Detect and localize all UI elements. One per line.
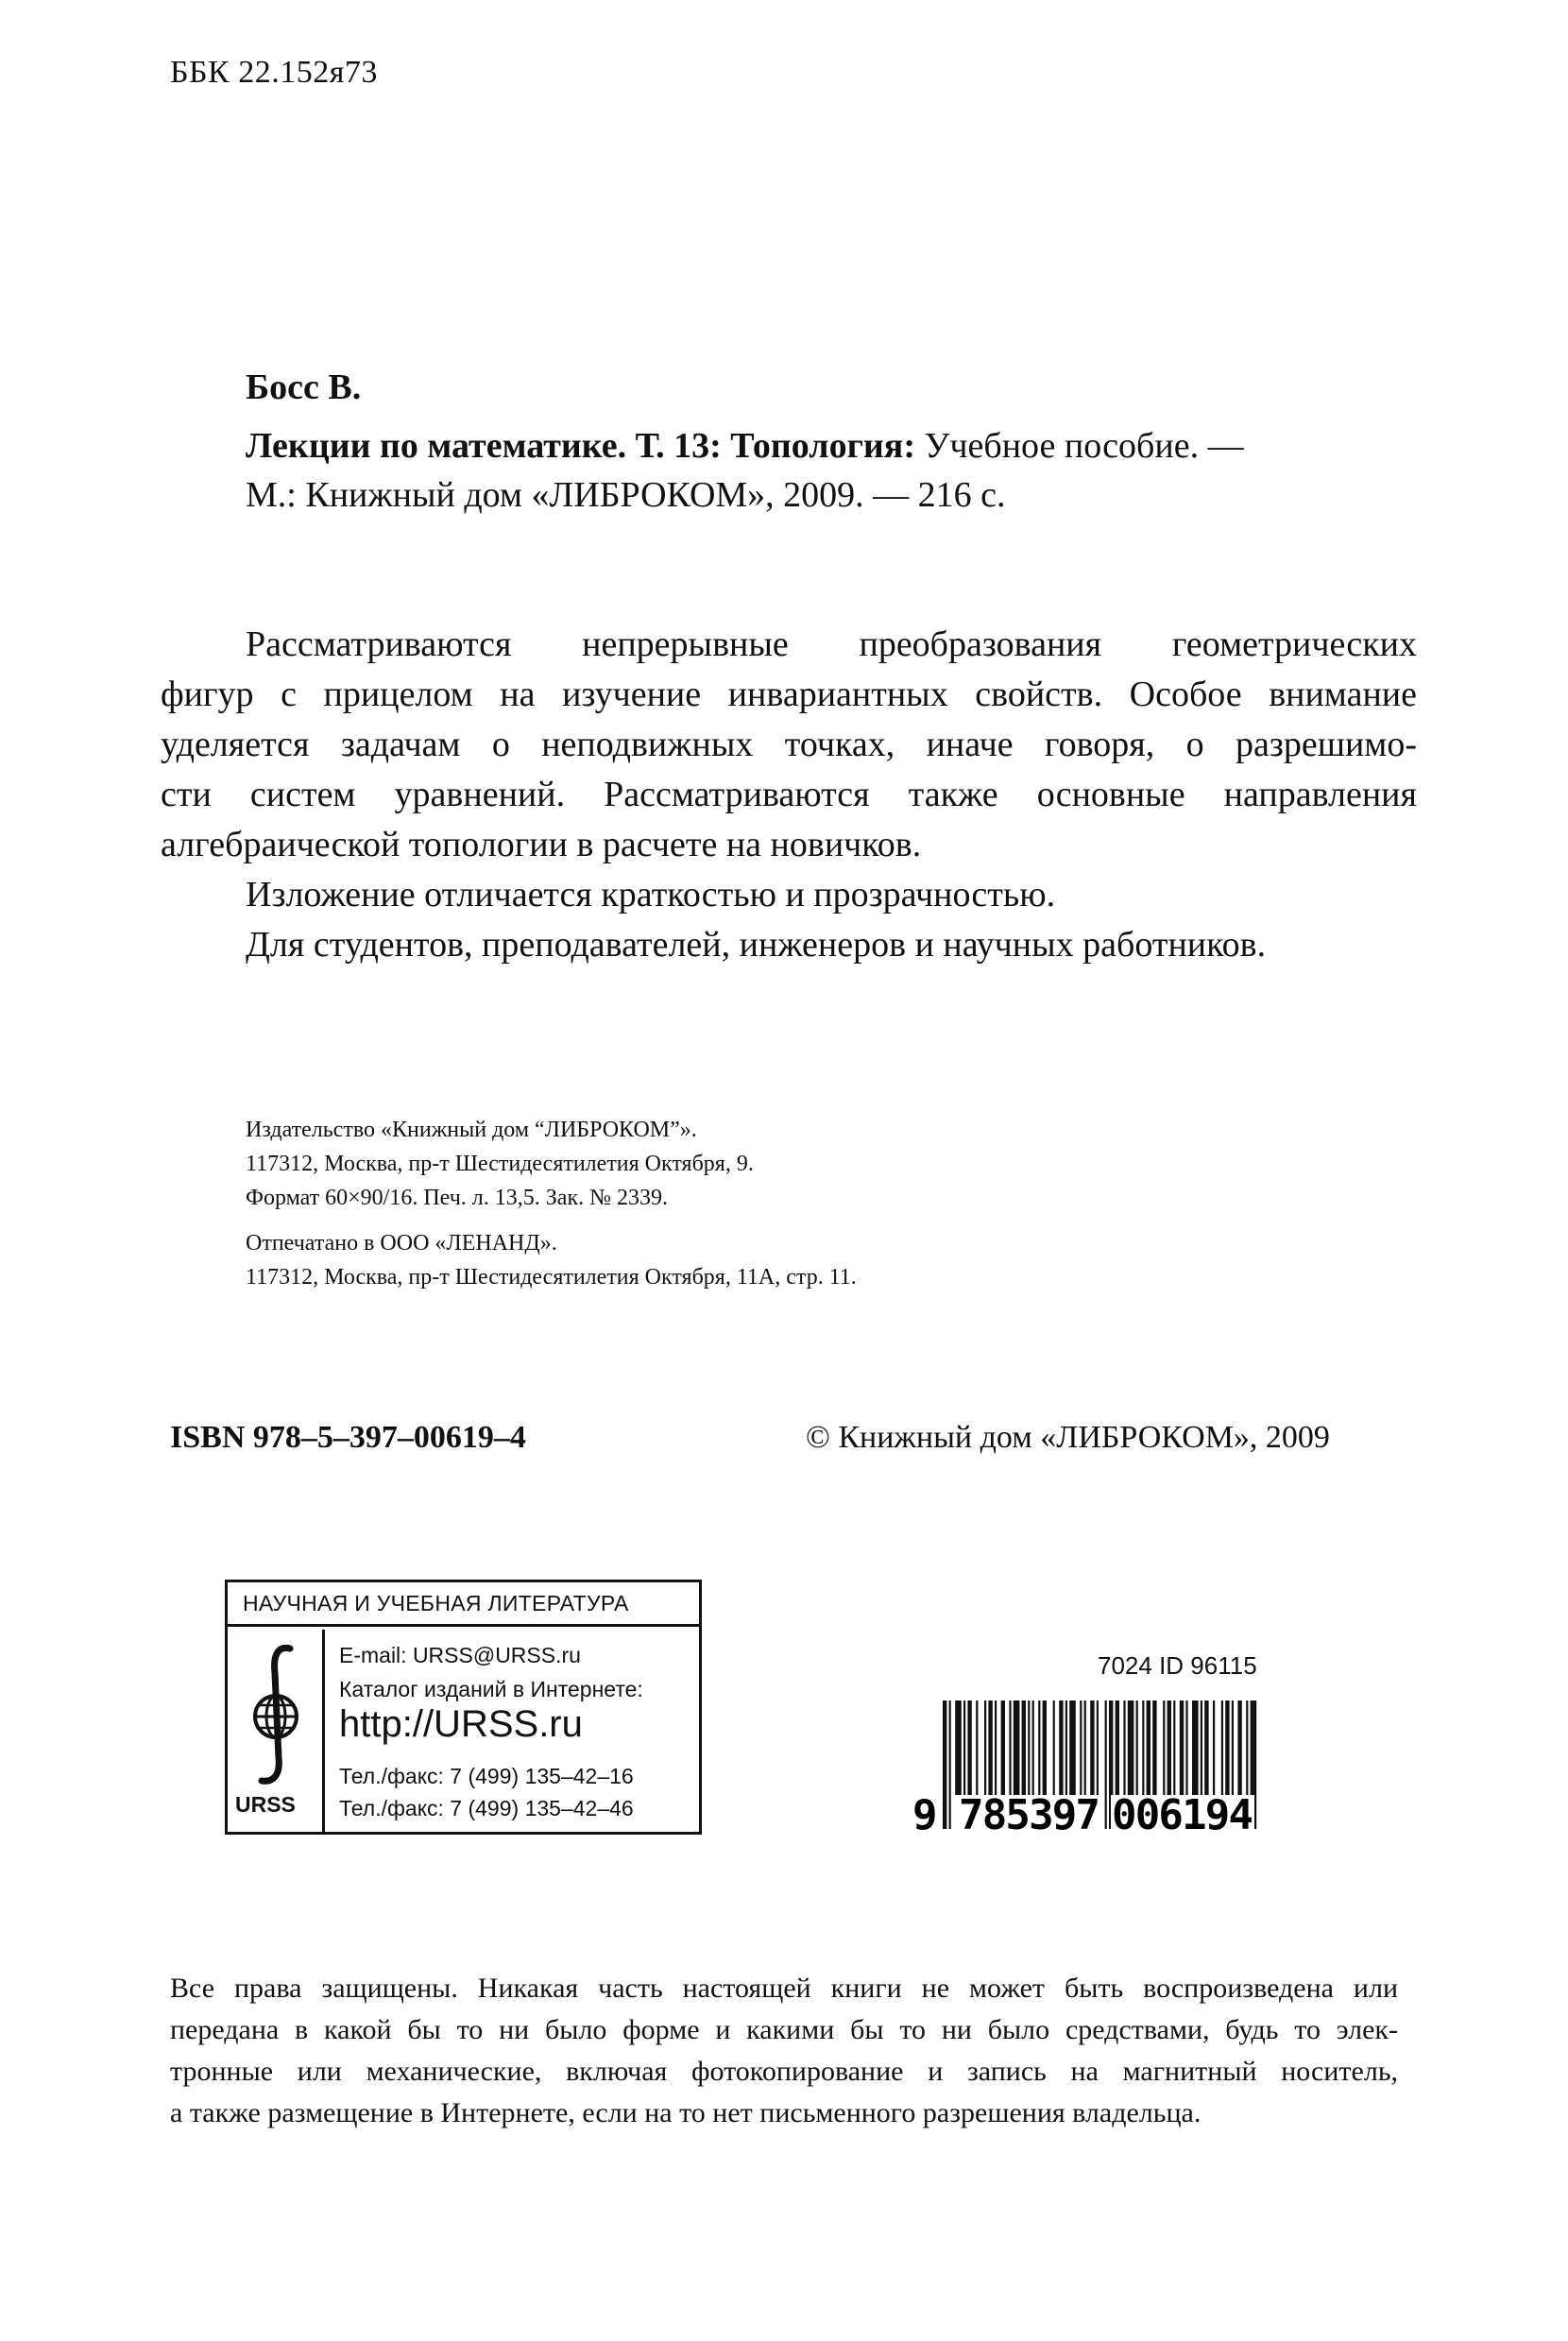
barcode-bar: [949, 1700, 951, 1829]
urss-logo-text: URSS: [235, 1792, 296, 1817]
urss-phone-1: Тел./факс: 7 (499) 135–42–16: [339, 1764, 634, 1788]
title-line-2: М.: Книжный дом «ЛИБРОКОМ», 2009. — 216 с.: [246, 475, 1006, 515]
barcode-bar: [1213, 1700, 1215, 1795]
barcode-bar: [1084, 1700, 1086, 1795]
printer-name: Отпечатано в ООО «ЛЕНАНД».: [246, 1231, 557, 1256]
urss-info-box: [225, 1580, 702, 1835]
barcode-bar: [1080, 1700, 1082, 1795]
title-rest: Учебное пособие. —: [915, 426, 1244, 466]
publisher-block: [246, 1113, 1285, 1215]
barcode-bar: [943, 1700, 946, 1829]
barcode-bar: [1201, 1700, 1202, 1795]
barcode-bar: [1028, 1700, 1030, 1795]
urss-catalog-label: Каталог изданий в Интернете:: [339, 1677, 643, 1701]
barcode-bar: [1014, 1700, 1020, 1795]
rights-notice: [170, 1968, 1398, 2134]
barcode-bar: [1059, 1700, 1063, 1795]
barcode-bar: [1022, 1700, 1026, 1795]
abstract-line: сти систем уравнений. Рассматриваются также основные направления: [161, 775, 1417, 814]
barcode-bar: [1152, 1700, 1156, 1795]
barcode-bar: [1246, 1700, 1248, 1795]
author: Босс В.: [246, 367, 362, 407]
barcode-bar: [1180, 1700, 1184, 1795]
book-title: [246, 421, 1417, 520]
urss-phone-2: Тел./факс: 7 (499) 135–42–46: [339, 1796, 634, 1820]
barcode-bar: [988, 1700, 992, 1795]
barcode-bar: [1043, 1700, 1047, 1795]
barcode-top-code: 7024 ID 96115: [1098, 1651, 1257, 1680]
barcode-bar: [1105, 1700, 1107, 1829]
abstract-line: фигур с прицелом на изучение инвариантных свойств. Особое внимание: [161, 675, 1417, 714]
rights-line: Все права защищены. Никакая часть настоящей книги не может быть воспроизведена или: [170, 1973, 1398, 2004]
barcode-bar: [1116, 1700, 1119, 1795]
barcode-bar: [1221, 1700, 1223, 1795]
barcode-bar: [1065, 1700, 1067, 1795]
urss-email: E-mail: URSS@URSS.ru: [339, 1643, 581, 1667]
barcode-bar: [1167, 1700, 1171, 1795]
abstract-line: Рассматриваются непрерывные преобразования геометрических: [246, 624, 1417, 664]
barcode-bar: [984, 1700, 986, 1795]
rights-line: тронные или механические, включая фотокопирование и запись на магнитный носитель,: [170, 2056, 1398, 2087]
abstract: [161, 620, 1417, 970]
barcode-bar: [1001, 1700, 1005, 1795]
publisher-name: Издательство «Книжный дом “ЛИБРОКОМ”».: [246, 1118, 697, 1142]
barcode-digits-group-2: 006194: [1112, 1791, 1253, 1833]
title-line-1: [246, 421, 1417, 470]
abstract-line: уделяется задачам о неподвижных точках, иначе говоря, о разрешимо-: [161, 725, 1417, 764]
barcode-bar: [1142, 1700, 1144, 1795]
barcode-bar: [1090, 1700, 1094, 1795]
barcode-bar: [963, 1700, 965, 1795]
barcode-bar: [1147, 1700, 1150, 1795]
isbn-barcode: [907, 1700, 1285, 1833]
barcode-bar: [1185, 1700, 1187, 1795]
rights-line: передана в какой бы то ни было форме и какими бы то ни было средствами, будь то элек-: [170, 2014, 1398, 2045]
barcode-bar: [1053, 1700, 1055, 1795]
urss-globe-logo-icon: [241, 1645, 311, 1786]
barcode-bar: [1032, 1700, 1034, 1795]
barcode-digit-first: 9: [912, 1791, 938, 1833]
barcode-bar: [1038, 1700, 1040, 1795]
barcode-bar: [1225, 1700, 1229, 1795]
barcode-bar: [1237, 1700, 1241, 1795]
urss-url: http://URSS.ru: [339, 1703, 583, 1745]
barcode-bar: [1173, 1700, 1175, 1795]
bbk-code: ББК 22.152я73: [170, 55, 378, 90]
urss-divider: [322, 1630, 325, 1832]
barcode-bar: [955, 1700, 962, 1795]
barcode-bar: [1123, 1700, 1125, 1795]
publisher-address: 117312, Москва, пр-т Шестидесятилетия Октября, 9.: [246, 1152, 754, 1176]
printer-block: [246, 1226, 1285, 1294]
printer-address: 117312, Москва, пр-т Шестидесятилетия Октября, 11А, стр. 11.: [246, 1265, 857, 1290]
urss-box-header: НАУЧНАЯ И УЧЕБНАЯ ЛИТЕРАТУРА: [228, 1582, 699, 1627]
print-format: Формат 60×90/16. Печ. л. 13,5. Зак. № 2339.: [246, 1186, 669, 1210]
copyright: © Книжный дом «ЛИБРОКОМ», 2009: [806, 1420, 1330, 1455]
barcode-bar: [1204, 1700, 1208, 1795]
barcode-bar: [1128, 1700, 1134, 1795]
barcode-bar: [1136, 1700, 1138, 1795]
abstract-line: алгебраической топологии в расчете на новичков.: [161, 825, 922, 864]
barcode-bar: [1192, 1700, 1199, 1795]
isbn: ISBN 978–5–397–00619–4: [170, 1420, 526, 1455]
abstract-paragraph-2: Изложение отличается краткостью и прозрачностью.: [246, 875, 1056, 914]
imprint: [246, 1113, 1285, 1306]
barcode-bar: [1232, 1700, 1234, 1795]
barcode-bar: [967, 1700, 971, 1795]
barcode-bar: [1009, 1700, 1011, 1795]
title-bold: Лекции по математике. Т. 13: Топология:: [246, 426, 915, 466]
barcode-bar: [995, 1700, 997, 1795]
barcode-bar: [976, 1700, 978, 1795]
barcode-bar: [1069, 1700, 1076, 1795]
abstract-paragraph-3: Для студентов, преподавателей, инженеров и научных работников.: [246, 925, 1267, 965]
barcode-bar: [1163, 1700, 1165, 1795]
barcode-digits-group-1: 785397: [959, 1791, 1100, 1833]
rights-line: а также размещение в Интернете, если на то нет письменного разрешения владельца.: [170, 2097, 1202, 2128]
